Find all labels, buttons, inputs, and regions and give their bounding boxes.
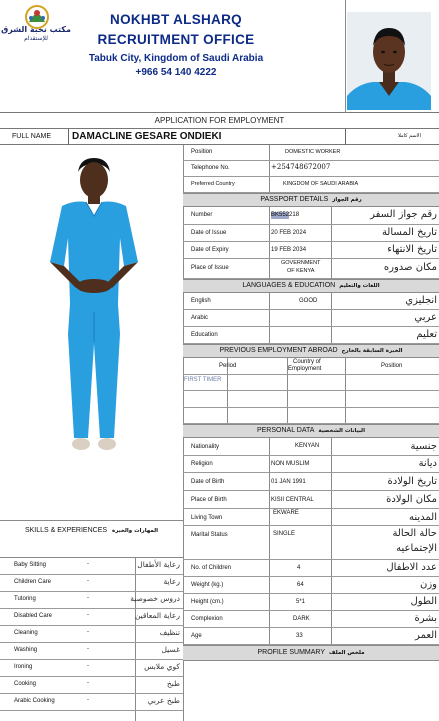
english-row <box>183 293 439 310</box>
marital-status-label: Marital Status <box>191 532 228 538</box>
full-name-label: FULL NAME <box>12 133 52 140</box>
skill-label: Disabled Care <box>14 613 53 619</box>
passport-section-title: PASSPORT DETAILS <box>260 196 329 203</box>
skill-row <box>0 575 183 592</box>
skill-arabic: طبخ <box>166 679 180 688</box>
skill-value: - <box>87 561 89 567</box>
skills-section-title: SKILLS & EXPERIENCES <box>24 527 108 534</box>
marital-status-arabic-2: الإجتماعيه <box>396 543 437 554</box>
skill-label: Cooking <box>14 681 37 687</box>
nationality-value: KENYAN <box>295 443 320 449</box>
skill-value: - <box>87 595 89 601</box>
place-of-issue-value-1: GOVERNMENT <box>281 260 321 266</box>
first-timer-note: FIRST TIMER <box>184 377 222 383</box>
religion-label: Religion <box>191 461 213 467</box>
skill-row <box>0 626 183 643</box>
preferred-country-row <box>183 177 439 193</box>
religion-value: NON MUSLIM <box>271 461 310 467</box>
full-name-row <box>0 128 439 145</box>
employment-section-title: PREVIOUS EMPLOYMENT ABROAD <box>219 347 338 354</box>
skill-label: Children Care <box>14 579 52 585</box>
living-town-arabic: المدينه <box>408 512 437 523</box>
skill-arabic: رعاية <box>163 577 180 586</box>
age-row <box>183 628 439 645</box>
weight-row <box>183 577 439 594</box>
skill-value: - <box>87 612 89 618</box>
children-label: No. of Children <box>191 565 232 571</box>
passport-number-row <box>183 207 439 225</box>
place-of-birth-value: KISII CENTRAL <box>271 497 314 503</box>
country-column-header-1: Country of <box>293 359 321 365</box>
complexion-value: DARK <box>293 616 310 622</box>
period-column-header: Period <box>219 363 237 369</box>
skill-value: - <box>87 578 89 584</box>
skill-label: Washing <box>14 647 38 653</box>
education-label: Education <box>191 332 218 338</box>
date-of-birth-label: Date of Birth <box>191 479 225 485</box>
preferred-country-label: Preferred Country <box>191 181 235 187</box>
passport-number-value: BK552218 <box>271 212 300 218</box>
nationality-row <box>183 438 439 456</box>
marital-status-arabic-1: حالة الحالة <box>392 528 437 539</box>
logo-arabic-subtext: للإستقدام <box>24 35 48 42</box>
country-column-header-2: Employment <box>288 366 322 372</box>
passport-section-header <box>183 193 439 207</box>
english-arabic: انجليزي <box>405 295 437 306</box>
place-of-birth-row <box>183 491 439 509</box>
age-label: Age <box>191 633 202 639</box>
position-column-header: Position <box>381 363 403 369</box>
languages-section-arabic: اللغات والتعليم <box>339 283 380 289</box>
weight-arabic: وزن <box>419 579 437 590</box>
children-row <box>183 560 439 577</box>
marital-status-value: SINGLE <box>273 531 296 537</box>
header-divider <box>345 0 346 113</box>
skill-row <box>0 660 183 677</box>
skill-arabic: رعاية المعاقين <box>134 611 180 620</box>
telephone-label: Telephone No. <box>191 165 230 171</box>
date-of-birth-row <box>183 473 439 491</box>
issue-date-arabic: تاريخ المسالة <box>381 227 437 238</box>
skill-arabic: دروس خصوصية <box>130 594 180 603</box>
complexion-arabic: بشرة <box>414 613 437 624</box>
telephone-value: +254748672007 <box>271 163 331 171</box>
skill-value: - <box>87 697 89 703</box>
living-town-value: EKWARE <box>273 510 299 516</box>
height-label: Height (cm.) <box>191 599 224 605</box>
passport-number-label: Number <box>191 212 213 218</box>
skill-arabic: كوي ملابس <box>144 662 180 671</box>
employment-row <box>183 408 439 424</box>
issue-date-label: Date of Issue <box>191 230 227 236</box>
profile-summary-title: PROFILE SUMMARY <box>257 649 326 656</box>
skill-label: Ironing <box>14 664 33 670</box>
arabic-arabic: عربي <box>414 312 437 323</box>
living-town-row <box>183 509 439 526</box>
place-of-issue-label: Place of Issue <box>191 265 229 271</box>
education-arabic: تعليم <box>416 329 437 340</box>
skill-row <box>0 592 183 609</box>
skill-label: Tutoring <box>14 596 36 602</box>
arabic-row <box>183 310 439 327</box>
date-of-birth-arabic: تاريخ الولادة <box>387 476 437 487</box>
portrait-photo <box>347 12 431 110</box>
skill-label: Cleaning <box>14 630 38 636</box>
skill-row <box>0 694 183 711</box>
complexion-row <box>183 611 439 628</box>
skill-value: - <box>87 646 89 652</box>
english-label: English <box>191 298 211 304</box>
english-value: GOOD <box>299 298 318 304</box>
skills-section-header <box>0 520 183 558</box>
full-name-value: DAMACLINE GESARE ONDIEKI <box>68 129 346 145</box>
document-header <box>0 0 439 113</box>
skill-arabic: طبخ عربي <box>147 696 180 705</box>
place-of-issue-value-2: OF KENYA <box>287 268 315 274</box>
skill-row <box>0 609 183 626</box>
employment-row <box>183 375 439 391</box>
place-of-birth-label: Place of Birth <box>191 497 227 503</box>
logo-arabic-text: مكتب نخبة الشرق <box>1 25 71 34</box>
skill-row <box>0 677 183 694</box>
full-name-arabic: الاسم كاملا <box>398 133 421 139</box>
employment-header-row <box>183 358 439 375</box>
complexion-label: Complexion <box>191 616 223 622</box>
languages-section-header <box>183 279 439 293</box>
skill-label: Arabic Cooking <box>14 698 55 704</box>
skill-value: - <box>87 629 89 635</box>
age-arabic: العمر <box>415 630 437 641</box>
preferred-country-value: KINGDOM OF SAUDI ARABIA <box>283 181 359 187</box>
age-value: 33 <box>296 633 303 639</box>
religion-arabic: ديانة <box>418 458 437 469</box>
weight-label: Weight (kg.) <box>191 582 224 588</box>
skill-label: Baby Sitting <box>14 562 47 568</box>
personal-section-header <box>183 424 439 438</box>
employment-section-header <box>183 344 439 358</box>
languages-section-title: LANGUAGES & EDUCATION <box>242 282 336 289</box>
position-value: DOMESTIC WORKER <box>285 149 341 155</box>
expiry-date-label: Date of Expiry <box>191 247 229 253</box>
issue-date-row <box>183 225 439 242</box>
date-of-birth-value: 01 JAN 1991 <box>271 479 306 485</box>
children-value: 4 <box>297 565 301 571</box>
expiry-date-value: 19 FEB 2034 <box>271 247 307 253</box>
skill-arabic: غسيل <box>161 645 180 654</box>
height-value: 5*1 <box>296 599 306 605</box>
skill-arabic: رعاية الأطفال <box>137 560 180 569</box>
passport-section-arabic: رقم الجواز <box>332 197 362 203</box>
office-phone: +966 54 140 4222 <box>135 67 217 78</box>
place-of-issue-arabic: مكان صدوره <box>383 262 437 273</box>
height-arabic: الطول <box>410 596 437 607</box>
skill-arabic: تنظيف <box>159 628 180 637</box>
skill-value: - <box>87 663 89 669</box>
skill-value: - <box>87 680 89 686</box>
profile-summary-header <box>183 645 439 661</box>
employment-row <box>183 391 439 408</box>
place-of-birth-arabic: مكان الولادة <box>386 494 437 505</box>
office-name: RECRUITMENT OFFICE <box>97 32 255 47</box>
marital-status-row <box>183 526 439 560</box>
expiry-date-row <box>183 242 439 259</box>
arabic-label: Arabic <box>191 315 209 321</box>
height-row <box>183 594 439 611</box>
religion-row <box>183 456 439 473</box>
passport-number-arabic: رقم جواز السفر <box>370 209 437 220</box>
education-row <box>183 327 439 344</box>
position-label: Position <box>191 149 213 155</box>
telephone-row <box>183 161 439 177</box>
profile-summary-arabic: ملخص الملف <box>329 650 365 656</box>
personal-section-title: PERSONAL DATA <box>256 427 315 434</box>
skills-section-arabic: المهارات والخبرة <box>111 528 159 534</box>
office-city: Tabuk City, Kingdom of Saudi Arabia <box>88 53 264 64</box>
application-title: APPLICATION FOR EMPLOYMENT <box>154 116 285 125</box>
employment-section-arabic: الخبرة السابقة بالخارج <box>341 348 403 354</box>
nationality-label: Nationality <box>191 444 220 450</box>
full-body-photo <box>40 154 148 460</box>
place-of-issue-row <box>183 259 439 279</box>
children-arabic: عدد الاطفال <box>386 562 437 573</box>
issue-date-value: 20 FEB 2024 <box>271 230 307 236</box>
skill-row <box>0 643 183 660</box>
living-town-label: Living Town <box>191 515 223 521</box>
company-name: NOKHBT ALSHARQ <box>110 12 242 27</box>
weight-value: 64 <box>297 582 304 588</box>
skill-row <box>0 558 183 575</box>
nationality-arabic: جنسية <box>410 441 437 452</box>
personal-section-arabic: البيانات الشخصية <box>318 428 366 434</box>
expiry-date-arabic: تاريخ الانتهاء <box>387 244 437 255</box>
position-row <box>183 145 439 161</box>
